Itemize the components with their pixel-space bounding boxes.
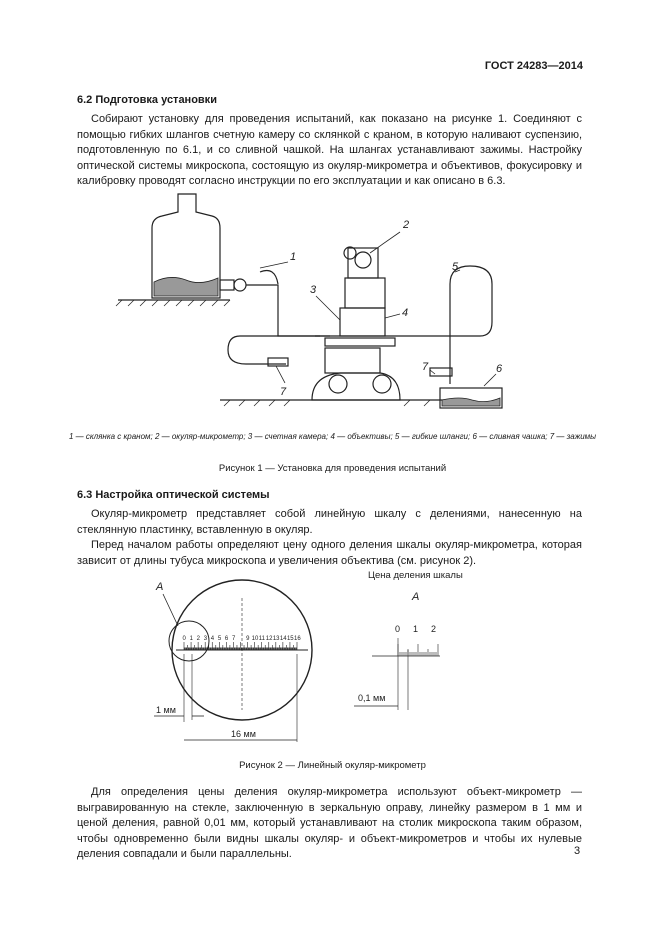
detail-letter: A (412, 591, 420, 603)
figure-1-legend: 1 — склянка с краном; 2 — окуляр-микрометр; 3 — счетная камера; 4 — объективы; 5 — гибкие шланги; 6 — сливная чашка; 7 — зажимы (68, 432, 597, 441)
tap-handle (260, 271, 278, 285)
callout-3: 3 (310, 284, 317, 296)
callout-4: 4 (402, 307, 409, 319)
detail-ticks (398, 644, 438, 656)
objective-turret (340, 308, 385, 336)
tap-knob (234, 279, 246, 291)
callout-5: 5 (452, 261, 459, 273)
scale-number-1: 1 (189, 636, 193, 642)
scale-number-14: 14 (279, 636, 287, 642)
scale-number-5: 5 (217, 636, 222, 642)
scale-number-9: 9 (246, 636, 250, 642)
callout-7-left: 7 (280, 386, 287, 398)
scale-number-11: 11 (258, 636, 265, 642)
closing-paragraph: Для определения цены деления окуляр-микрометра используют объект-микрометр — выгравированную на стекле, заключенную в зеркальную оправу, линейку размером в 1 мм и ценой деления, равной 0,01 мм, который устанавливают на столик микроскопа таким образом, чтобы одновременно были видны шкалы окуляр- и объект-микрометров и чтобы их нулевые деления совпадали и были параллельны. (77, 786, 582, 860)
drain-dish-liquid (442, 398, 500, 406)
clamp-right (430, 368, 452, 376)
scale-number-4: 4 (210, 636, 215, 642)
section-6-2-heading: 6.2 Подготовка установки (77, 94, 217, 106)
eyepiece-left (344, 247, 356, 259)
detail-number-2: 2 (431, 624, 437, 634)
detail-a-leader (163, 594, 178, 626)
page-number: 3 (574, 845, 581, 857)
figure-1-caption: Рисунок 1 — Установка для проведения испытаний (218, 463, 447, 474)
bottle-liquid (154, 277, 218, 296)
clamp-left (268, 358, 288, 366)
microscope-body-lower (325, 348, 380, 373)
scale-number-7: 7 (231, 636, 236, 642)
document-id: ГОСТ 24283—2014 (484, 60, 583, 72)
scale-ticks (184, 642, 297, 650)
callout-2: 2 (403, 219, 410, 231)
focus-knob-left (329, 375, 347, 393)
section-6-3-heading: 6.3 Настройка оптической системы (77, 489, 270, 501)
section-6-3-paragraph-2: Перед началом работы определяют цену одного деления шкалы окуляр-микрометра, которая зависит от длины тубуса микроскопа и увеличения объектива (см. рисунок 2). (77, 539, 582, 567)
focus-knob-right (373, 375, 391, 393)
scale-number-2: 2 (196, 636, 200, 642)
detail-title: Цена деления шкалы (368, 570, 463, 581)
scale-number-12: 12 (265, 636, 273, 642)
detail-number-0: 0 (395, 624, 401, 634)
left-bench-hatch (116, 300, 230, 306)
callout-6: 6 (496, 363, 503, 375)
hose-right-loop (315, 266, 492, 384)
scale-number-13: 13 (272, 636, 280, 642)
microscope-stage (325, 338, 395, 346)
detail-a-label: A (156, 581, 164, 593)
scale-number-10: 10 (251, 636, 259, 642)
microscope-head (345, 278, 385, 308)
section-6-2-paragraph: Собирают установку для проведения испытаний, как показано на рисунке 1. Соединяют с помощью гибких шлангов счетную камеру со склянкой с краном, в которую наливают суспензию, подготовленную по 6.1, и со сливной чашкой. На шлангах устанавливают зажимы. Настройку оптической системы микроскопа, состоящую из окуляр-микрометра и объективов, фокусировку и калибровку проводят согласно инструкции по его эксплуатации и как описано в 6.3. (77, 113, 582, 187)
figure-1-apparatus-drawing (100, 188, 520, 428)
dim-01mm-label: 0,1 мм (358, 693, 386, 703)
callout-numbers (280, 219, 503, 398)
callout-1: 1 (290, 251, 297, 263)
hose-left-loop (228, 336, 330, 364)
scale-number-6: 6 (224, 636, 229, 642)
scale-number-0: 0 (182, 636, 186, 642)
eyepiece (355, 252, 371, 268)
scale-number-15: 15 (286, 636, 294, 642)
scale-number-16: 16 (294, 636, 301, 642)
scale-number-3: 3 (203, 636, 208, 642)
figure-2-caption: Рисунок 2 — Линейный окуляр-микрометр (239, 760, 426, 771)
floor-hatch (224, 400, 450, 406)
section-6-3-paragraph-1: Окуляр-микрометр представляет собой линейную шкалу с делениями, нанесенную на стеклянную пластинку, вставленную в окуляр. (77, 508, 582, 536)
detail-number-1: 1 (413, 624, 419, 634)
dim-1mm-label: 1 мм (156, 705, 176, 715)
tap-body (220, 280, 234, 290)
callout-7-right: 7 (422, 361, 429, 373)
figure-2-eyepiece-micrometer (140, 570, 470, 750)
dim-16mm-label: 16 мм (231, 729, 256, 739)
